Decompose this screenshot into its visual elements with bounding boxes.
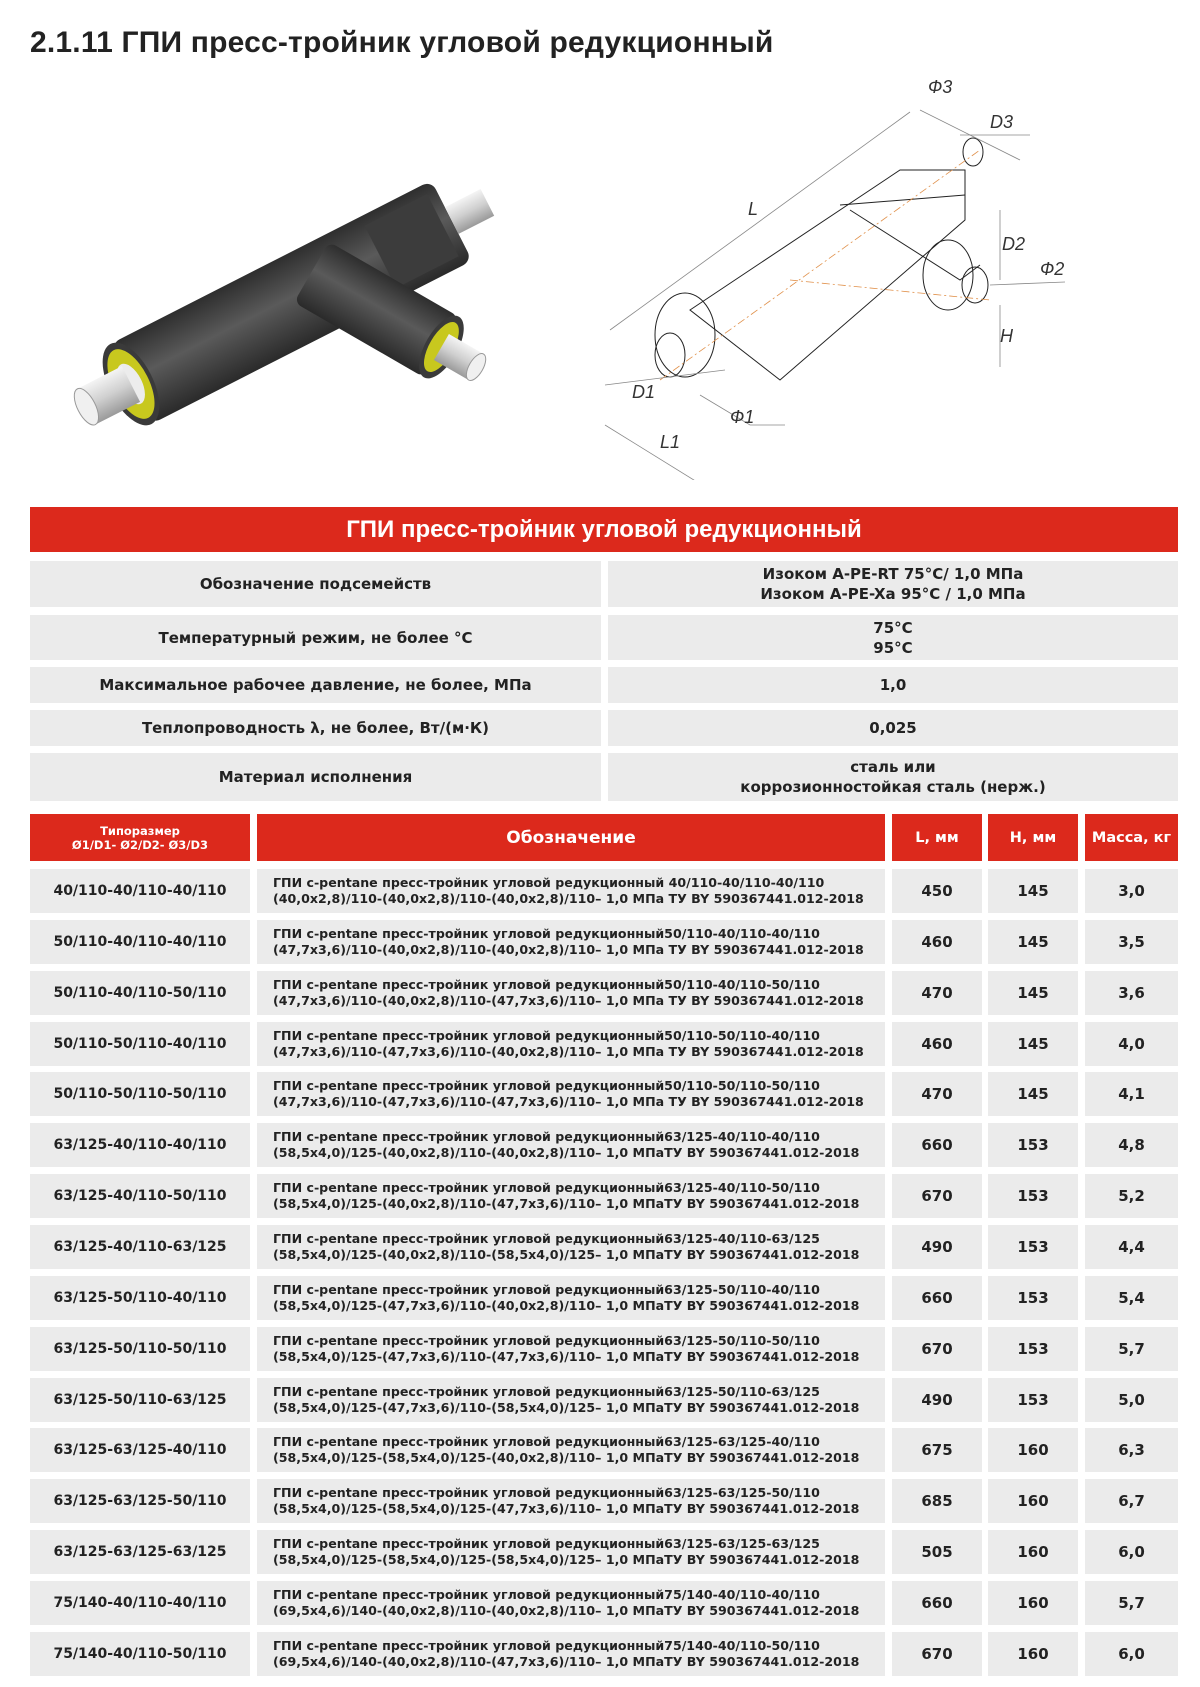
- cell-h: 160: [988, 1632, 1078, 1676]
- cell-l: 470: [892, 971, 982, 1015]
- cell-mass: 6,3: [1085, 1428, 1178, 1472]
- cell-designation: ГПИ c-pentane пресс-тройник угловой редукционный63/125-50/110-40/110 (58,5x4,0)/125-(47,7x3,6)/110-(40,0x2,8)/110– 1,0 МПаТУ BY 590367441.012-2018: [257, 1276, 885, 1320]
- spec-value-line: сталь или: [850, 758, 936, 776]
- cell-size: 50/110-50/110-40/110: [30, 1022, 250, 1066]
- spec-value: [608, 753, 1178, 801]
- spec-value-line: Изоком А-PE-Xa 95°C / 1,0 МПа: [760, 585, 1026, 603]
- cell-l: 670: [892, 1327, 982, 1371]
- spec-value: [608, 667, 1178, 703]
- label-h: H: [1000, 326, 1013, 346]
- table-row: [30, 1479, 1178, 1523]
- cell-h: 145: [988, 971, 1078, 1015]
- cell-h: 153: [988, 1225, 1078, 1269]
- label-phi1: Ф1: [730, 407, 755, 427]
- cell-l: 660: [892, 1276, 982, 1320]
- label-d3: D3: [990, 112, 1014, 132]
- cell-h: 160: [988, 1581, 1078, 1625]
- spec-value-line: Изоком А-PE-RT 75°C/ 1,0 МПа: [762, 565, 1024, 583]
- cell-h: 160: [988, 1479, 1078, 1523]
- cell-l: 470: [892, 1072, 982, 1116]
- cell-designation: ГПИ c-pentane пресс-тройник угловой редукционный63/125-63/125-40/110 (58,5x4,0)/125-(58,5x4,0)/125-(40,0x2,8)/110– 1,0 МПаТУ BY 590367441.012-2018: [257, 1428, 885, 1472]
- cell-designation: ГПИ c-pentane пресс-тройник угловой редукционный63/125-40/110-50/110 (58,5x4,0)/125-(40,0x2,8)/110-(47,7x3,6)/110– 1,0 МПаТУ BY 590367441.012-2018: [257, 1174, 885, 1218]
- dimension-drawing-image: [590, 80, 1150, 480]
- cell-designation: ГПИ c-pentane пресс-тройник угловой редукционный50/110-40/110-50/110 (47,7x3,6)/110-(40,0x2,8)/110-(47,7x3,6)/110– 1,0 МПа ТУ BY 590367441.012-2018: [257, 971, 885, 1015]
- spec-value-line: 95°C: [873, 638, 913, 657]
- label-phi3: Ф3: [928, 80, 953, 97]
- cell-size: 63/125-63/125-50/110: [30, 1479, 250, 1523]
- cell-designation: ГПИ c-pentane пресс-тройник угловой редукционный63/125-50/110-50/110 (58,5x4,0)/125-(47,7x3,6)/110-(47,7x3,6)/110– 1,0 МПаТУ BY 590367441.012-2018: [257, 1327, 885, 1371]
- table-row: [30, 1072, 1178, 1116]
- table-row: [30, 1530, 1178, 1574]
- header-mass: Масса, кг: [1085, 814, 1178, 861]
- spec-row: [30, 615, 1178, 660]
- cell-designation: ГПИ c-pentane пресс-тройник угловой редукционный50/110-50/110-40/110 (47,7x3,6)/110-(47,7x3,6)/110-(40,0x2,8)/110– 1,0 МПа ТУ BY 590367441.012-2018: [257, 1022, 885, 1066]
- label-d1: D1: [632, 382, 656, 402]
- cell-designation: ГПИ c-pentane пресс-тройник угловой редукционный63/125-40/110-40/110 (58,5x4,0)/125-(40,0x2,8)/110-(40,0x2,8)/110– 1,0 МПаТУ BY 590367441.012-2018: [257, 1123, 885, 1167]
- label-d2: D2: [1002, 234, 1026, 254]
- cell-l: 460: [892, 920, 982, 964]
- cell-size: 50/110-40/110-40/110: [30, 920, 250, 964]
- cell-designation: ГПИ c-pentane пресс-тройник угловой редукционный63/125-50/110-63/125 (58,5x4,0)/125-(47,7x3,6)/110-(58,5x4,0)/125– 1,0 МПаТУ BY 590367441.012-2018: [257, 1378, 885, 1422]
- cell-size: 63/125-50/110-63/125: [30, 1378, 250, 1422]
- cell-l: 505: [892, 1530, 982, 1574]
- cell-size: 63/125-40/110-50/110: [30, 1174, 250, 1218]
- spec-value-line: 0,025: [869, 719, 917, 737]
- table-row: [30, 1378, 1178, 1422]
- spec-row: [30, 753, 1178, 801]
- table-header: [30, 814, 1178, 861]
- cell-l: 450: [892, 869, 982, 913]
- cell-size: 63/125-63/125-63/125: [30, 1530, 250, 1574]
- cell-designation: ГПИ c-pentane пресс-тройник угловой редукционный63/125-63/125-50/110 (58,5x4,0)/125-(58,5x4,0)/125-(47,7x3,6)/110– 1,0 МПаТУ BY 590367441.012-2018: [257, 1479, 885, 1523]
- cell-size: 63/125-40/110-63/125: [30, 1225, 250, 1269]
- table-row: [30, 1225, 1178, 1269]
- spec-row: [30, 667, 1178, 703]
- table-row: [30, 869, 1178, 913]
- cell-mass: 5,7: [1085, 1327, 1178, 1371]
- cell-mass: 4,0: [1085, 1022, 1178, 1066]
- cell-designation: ГПИ c-pentane пресс-тройник угловой редукционный75/140-40/110-40/110 (69,5x4,6)/140-(40,0x2,8)/110-(40,0x2,8)/110– 1,0 МПаТУ BY 590367441.012-2018: [257, 1581, 885, 1625]
- cell-size: 63/125-63/125-40/110: [30, 1428, 250, 1472]
- cell-mass: 5,0: [1085, 1378, 1178, 1422]
- cell-mass: 6,0: [1085, 1530, 1178, 1574]
- header-designation: Обозначение: [257, 814, 885, 861]
- cell-h: 153: [988, 1327, 1078, 1371]
- cell-size: 50/110-50/110-50/110: [30, 1072, 250, 1116]
- cell-h: 153: [988, 1123, 1078, 1167]
- cell-size: 63/125-40/110-40/110: [30, 1123, 250, 1167]
- cell-h: 145: [988, 1022, 1078, 1066]
- cell-mass: 4,4: [1085, 1225, 1178, 1269]
- label-l1: L1: [660, 432, 681, 452]
- cell-h: 153: [988, 1174, 1078, 1218]
- cell-h: 145: [988, 920, 1078, 964]
- cell-size: 50/110-40/110-50/110: [30, 971, 250, 1015]
- table-row: [30, 1327, 1178, 1371]
- cell-size: 75/140-40/110-50/110: [30, 1632, 250, 1676]
- header-h: H, мм: [988, 814, 1078, 861]
- spec-value-line: 1,0: [879, 676, 907, 694]
- label-phi2: Ф2: [1040, 259, 1065, 279]
- spec-key: Теплопроводность λ, не более, Вт/(м·К): [30, 710, 601, 746]
- cell-mass: 3,0: [1085, 869, 1178, 913]
- table-row: [30, 1581, 1178, 1625]
- cell-mass: 6,7: [1085, 1479, 1178, 1523]
- spec-value: [608, 710, 1178, 746]
- header-size: Типоразмер Ø1/D1- Ø2/D2- Ø3/D3: [30, 814, 250, 861]
- spec-value-line: коррозионностойкая сталь (нерж.): [740, 778, 1046, 796]
- spec-row: [30, 710, 1178, 746]
- spec-key: Материал исполнения: [30, 753, 601, 801]
- cell-l: 685: [892, 1479, 982, 1523]
- cell-size: 63/125-50/110-40/110: [30, 1276, 250, 1320]
- cell-designation: ГПИ c-pentane пресс-тройник угловой редукционный63/125-63/125-63/125 (58,5x4,0)/125-(58,5x4,0)/125-(58,5x4,0)/125– 1,0 МПаТУ BY 590367441.012-2018: [257, 1530, 885, 1574]
- table-row: [30, 1022, 1178, 1066]
- cell-l: 670: [892, 1174, 982, 1218]
- cell-mass: 4,8: [1085, 1123, 1178, 1167]
- cell-l: 660: [892, 1123, 982, 1167]
- cell-l: 670: [892, 1632, 982, 1676]
- header-l: L, мм: [892, 814, 982, 861]
- table-row: [30, 1123, 1178, 1167]
- spec-value-line: 75°C: [873, 618, 913, 637]
- cell-designation: ГПИ c-pentane пресс-тройник угловой редукционный75/140-40/110-50/110 (69,5x4,6)/140-(40,0x2,8)/110-(47,7x3,6)/110– 1,0 МПаТУ BY 590367441.012-2018: [257, 1632, 885, 1676]
- spec-banner: ГПИ пресс-тройник угловой редукционный: [30, 507, 1178, 552]
- cell-h: 160: [988, 1530, 1078, 1574]
- cell-h: 145: [988, 1072, 1078, 1116]
- page-title: 2.1.11 ГПИ пресс-тройник угловой редукционный: [30, 26, 774, 59]
- cell-l: 675: [892, 1428, 982, 1472]
- cell-designation: ГПИ c-pentane пресс-тройник угловой редукционный50/110-40/110-40/110 (47,7x3,6)/110-(40,0x2,8)/110-(40,0x2,8)/110– 1,0 МПа ТУ BY 590367441.012-2018: [257, 920, 885, 964]
- cell-mass: 4,1: [1085, 1072, 1178, 1116]
- table-row: [30, 1632, 1178, 1676]
- cell-h: 153: [988, 1276, 1078, 1320]
- cell-l: 490: [892, 1225, 982, 1269]
- table-row: [30, 1276, 1178, 1320]
- cell-mass: 5,4: [1085, 1276, 1178, 1320]
- cell-h: 153: [988, 1378, 1078, 1422]
- cell-l: 660: [892, 1581, 982, 1625]
- cell-l: 490: [892, 1378, 982, 1422]
- spec-key: Температурный режим, не более °С: [30, 615, 601, 660]
- cell-designation: ГПИ c-pentane пресс-тройник угловой редукционный63/125-40/110-63/125 (58,5x4,0)/125-(40,0x2,8)/110-(58,5x4,0)/125– 1,0 МПаТУ BY 590367441.012-2018: [257, 1225, 885, 1269]
- cell-size: 75/140-40/110-40/110: [30, 1581, 250, 1625]
- cell-mass: 5,2: [1085, 1174, 1178, 1218]
- cell-mass: 3,6: [1085, 971, 1178, 1015]
- label-l: L: [748, 199, 759, 219]
- table-row: [30, 1174, 1178, 1218]
- cell-l: 460: [892, 1022, 982, 1066]
- spec-value: [608, 615, 1178, 660]
- spec-key: Обозначение подсемейств: [30, 561, 601, 607]
- cell-size: 40/110-40/110-40/110: [30, 869, 250, 913]
- cell-mass: 6,0: [1085, 1632, 1178, 1676]
- table-row: [30, 920, 1178, 964]
- spec-key: Максимальное рабочее давление, не более, МПа: [30, 667, 601, 703]
- cell-mass: 5,7: [1085, 1581, 1178, 1625]
- spec-value: [608, 561, 1178, 607]
- cell-h: 145: [988, 869, 1078, 913]
- spec-row: [30, 561, 1178, 607]
- insulated-tee-render-image: [30, 100, 530, 460]
- cell-mass: 3,5: [1085, 920, 1178, 964]
- cell-size: 63/125-50/110-50/110: [30, 1327, 250, 1371]
- cell-h: 160: [988, 1428, 1078, 1472]
- cell-designation: ГПИ c-pentane пресс-тройник угловой редукционный50/110-50/110-50/110 (47,7x3,6)/110-(47,7x3,6)/110-(47,7x3,6)/110– 1,0 МПа ТУ BY 590367441.012-2018: [257, 1072, 885, 1116]
- cell-designation: ГПИ c-pentane пресс-тройник угловой редукционный 40/110-40/110-40/110 (40,0x2,8)/110-(40,0x2,8)/110-(40,0x2,8)/110– 1,0 МПа ТУ BY 590367441.012-2018: [257, 869, 885, 913]
- table-row: [30, 971, 1178, 1015]
- table-row: [30, 1428, 1178, 1472]
